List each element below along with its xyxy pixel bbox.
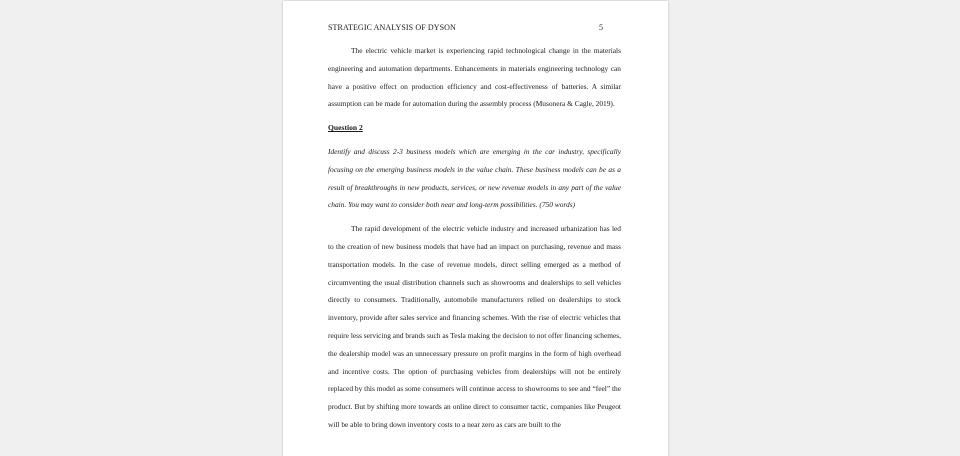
body-paragraph: The rapid development of the electric vehicle industry and increased urbanization has led to the creation of new business models that have had an impact on purchasing, revenue and mass transportation models. In the case of revenue models, direct selling emerged as a method of circumventing the usual distribution channels such as showrooms and dealerships to sell vehicles directly to consumers. Traditionally, automobile manufacturers relied on dealerships to stock inventory, provide after sales service and financing schemes. With the rise of electric vehicles that require less servicing and brands such as Tesla making the decision to not offer financing schemes, the dealership model was an unnecessary pressure on profit margins in the form of high overhead and incentive costs. The option of purchasing vehicles from dealerships will not be entirely replaced by this model as some consumers will continue access to showrooms to see and “feel” the product. But by shifting more towards an online direct to consumer tactic, companies like Peugeot will be able to bring down inventory costs to a near zero as cars are built to the [328,224,621,429]
running-head: STRATEGIC ANALYSIS OF DYSON [328,23,456,32]
page-number: 5 [599,23,603,32]
body-paragraph: The electric vehicle market is experiencing rapid technological change in the materials engineering and automation departments. Enhancements in materials engineering technology can have a positive effect on production efficiency and cost-effectiveness of batteries. A similar assumption can be made for automation during the assembly process (Musonera & Cagle, 2019). [328,46,621,109]
question-prompt: Identify and discuss 2-3 business models which are emerging in the car industry, specifically focusing on the emerging business models in the value chain. These business models can be as a result of breakthroughs in new products, services, or new revenue models in any part of the value chain. You may want to consider both near and long-term possibilities. (750 words) [328,146,621,210]
question-heading: Question 2 [328,123,363,133]
page-body [328,42,621,434]
document-page [283,1,668,456]
